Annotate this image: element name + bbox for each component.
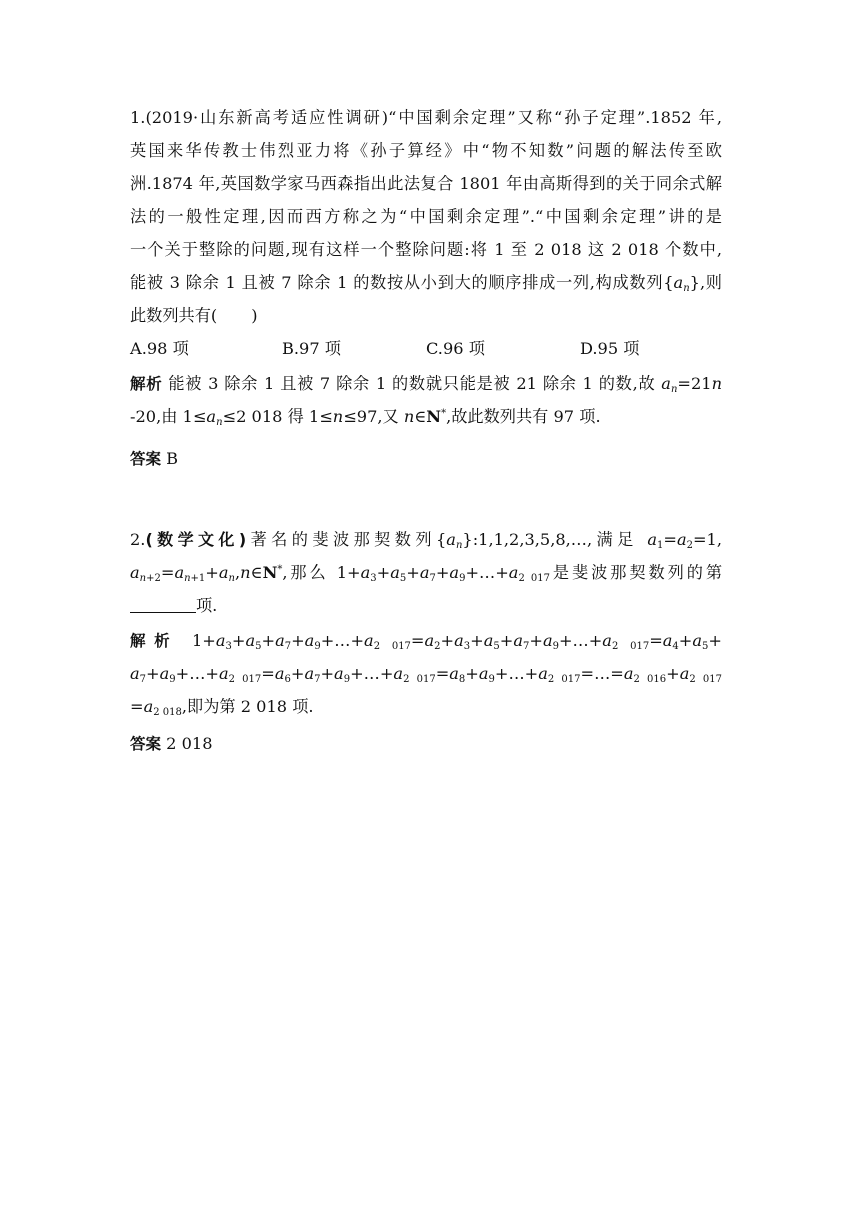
problem-2-line-1: 2.(数学文化)著名的斐波那契数列$\{a_n\}:1,1,2,3,5,8,\dots$,满足 $a_1=a_2=1$,	[130, 530, 722, 551]
answer-label-2: 答案	[130, 735, 162, 753]
analysis-label-2: 解析	[130, 632, 179, 650]
answer-blank	[130, 598, 196, 613]
problem-2-analysis-line-3: $=a_{2 018}$,即为第 2 018 项.	[130, 697, 314, 718]
problem-1-line-5: 一个关于整除的问题,现有这样一个整除问题:将 1 至 2 018 这 2 018 个数中,	[130, 240, 722, 259]
problem-2-analysis-line-1: 解析 $1+a_3+a_5+a_7+a_9+\dots+a_{2 017}=a_2+a_3+a_5+a_7+a_9+\dots+a_{2 017}=a_4+a_5+$	[130, 631, 722, 652]
problem-2-answer	[130, 734, 213, 754]
problem-1-options	[130, 339, 730, 359]
problem-2-line-2: $a_{n+2}=a_{n+1}+a_n,n\in N^*$,那么 $1+a_3+a_5+a_7+a_9+\dots+a_{2 017}$是斐波那契数列的第	[130, 563, 723, 584]
answer-value-2: 2 018	[166, 734, 213, 753]
problem-1-line-7: 此数列共有( )	[130, 306, 258, 325]
problem-1-source: (2019·山东新高考适应性调研)	[145, 108, 389, 127]
problem-1-line-6: 能被 3 除余 1 且被 7 除余 1 的数按从小到大的顺序排成一列,构成数列$\{a_n\}$,则	[130, 273, 722, 294]
problem-2-analysis-line-2: $a_7+a_9+\dots+a_{2 017}=a_6+a_7+a_9+\dots+a_{2 017}=a_8+a_9+\dots+a_{2 017}=\dots=a_{2 016}+a_{2 017}$	[130, 664, 722, 685]
problem-1-number: 1.	[130, 108, 146, 127]
answer-label: 答案	[130, 450, 162, 468]
problem-2-source: (数学文化)	[145, 530, 247, 549]
problem-1-analysis-line-2: -20,由 $1\le a_n\le 2$ 018 得 1≤n≤97,又 n∈N*,故此数列共有 97 项.	[130, 407, 601, 428]
answer-value: B	[166, 449, 179, 468]
problem-1-line-2: 英国来华传教士伟烈亚力将《孙子算经》中“物不知数”问题的解法传至欧	[130, 141, 722, 160]
problem-1-analysis-line-1: 解析 能被 3 除余 1 且被 7 除余 1 的数就只能是被 21 除余 1 的数,故 $a_n=21n$	[130, 374, 722, 395]
option-b: B.97 项	[282, 339, 341, 358]
problem-1-line-1: 1.(2019·山东新高考适应性调研)“中国剩余定理”又称“孙子定理”.1852 年,	[130, 108, 722, 127]
option-a: A.98 项	[130, 339, 189, 358]
problem-1-answer	[130, 449, 178, 469]
problem-1-line-3: 洲.1874 年,英国数学家马西森指出此法复合 1801 年由高斯得到的关于同余式解	[130, 174, 722, 193]
option-d: D.95 项	[580, 339, 640, 358]
problem-2-number: 2.	[130, 530, 146, 549]
problem-1-line-4: 法的一般性定理,因而西方称之为“中国剩余定理”.“中国剩余定理”讲的是	[130, 207, 722, 226]
analysis-label: 解析	[130, 375, 163, 393]
option-c: C.96 项	[426, 339, 485, 358]
problem-2-line-3: 项.	[130, 596, 217, 616]
